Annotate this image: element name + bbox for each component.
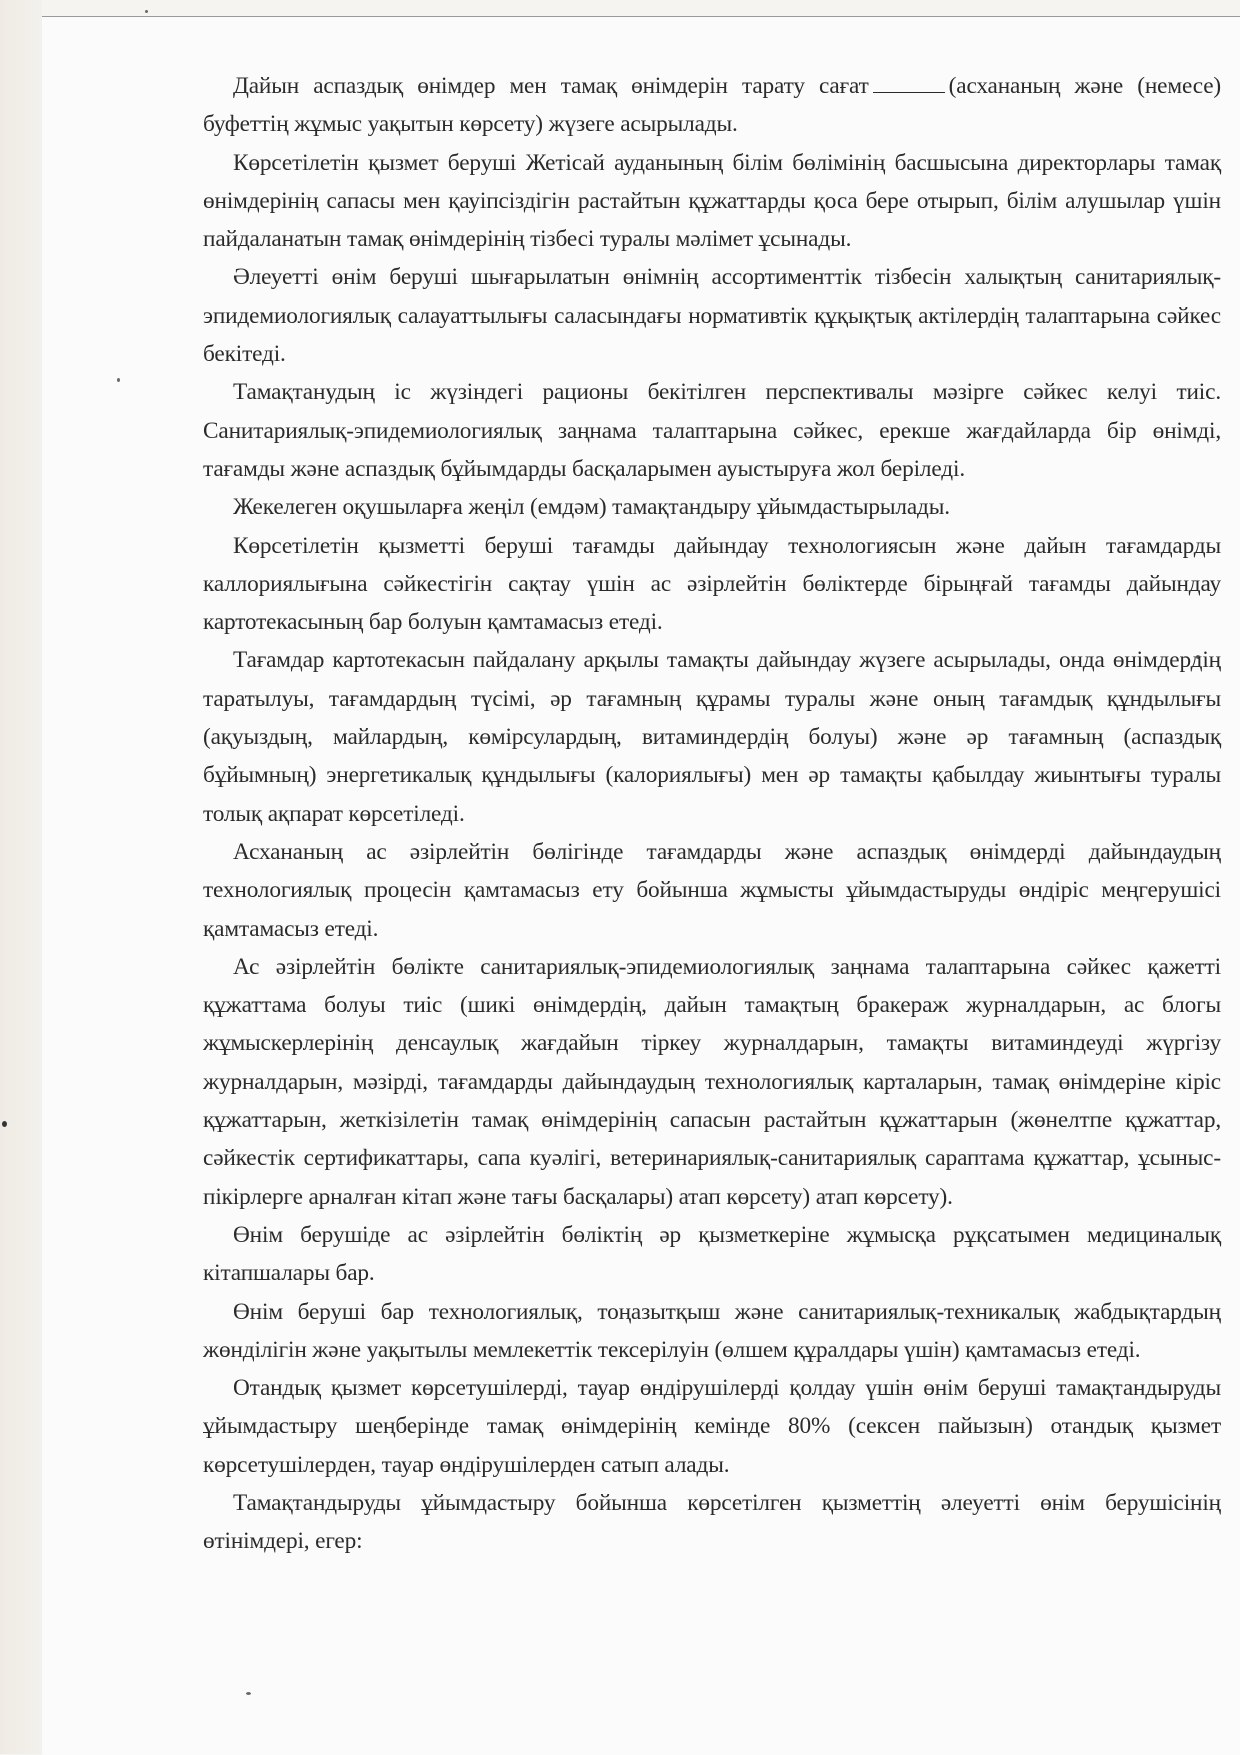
paragraph: Тамақтандыруды ұйымдастыру бойынша көрсетілген қызметтің әлеуетті өнім берушісінің өтінімдері, егер: [203, 1489, 1221, 1555]
paragraph: Тамақтанудың іс жүзіндегі рационы бекітілген перспективалы мәзірге сәйкес келуі тиіс. Санитариялық-эпидемиологиялық заңнама талаптарына сәйкес, ерекше жағдайларда бір өнімді, тағамды және аспаздық бұйымдарды басқаларымен ауыстыруға жол беріледі. [203, 379, 1221, 482]
paragraph-distribution-hours [203, 67, 1221, 144]
paragraph: Отандық қызмет көрсетушілерді, тауар өндірушілерді қолдау үшін өнім беруші тамақтандыруды ұйымдастыру шеңберінде тамақ өнімдерінің кемінде 80% (сексен пайызын) отандық қызмет көрсетушілерден, тауар өндірушілерден сатып алады. [203, 1375, 1221, 1478]
paragraph: Өнім берушіде ас әзірлейтін бөліктің әр қызметкеріне жұмысқа рұқсатымен медициналық кітапшалары бар. [203, 1221, 1221, 1287]
scan-speck [117, 378, 120, 382]
scan-margin [0, 0, 42, 1754]
paragraph: Жекелеген оқушыларға жеңіл (емдәм) тамақтандыру ұйымдастырылады. [233, 494, 950, 521]
paragraph: Ас әзірлейтін бөлікте санитариялық-эпидемиологиялық заңнама талаптарына сәйкес қажетті құжаттама болуы тиіс (шикі өнімдердің, дайын тамақтың бракераж журналдарын, ас блогы жұмыскерлерінің денсаулық жағдайын тіркеу журналдарын, тамақты витаминдеуді жүргізу журналдарын, мәзірді, тағамдарды дайындаудың технологиялық карталарын, тамақ өнімдеріне кіріс құжаттарын, жеткізілетін тамақ өнімдерінің сапасын растайтын құжаттарын (жөнелтпе құжаттар, сәйкестік сертификаттары, сапа куәлігі, ветеринариялық-санитариялық сараптама құжаттар, ұсыныс-пікірлерге арналған кітап және тағы басқалары) атап көрсету) атап көрсету). [203, 953, 1221, 1210]
paragraph: Көрсетілетін қызметті беруші тағамды дайындау технологиясын және дайын тағамдарды каллориялығына сәйкестігін сақтау үшін ас әзірлейтін бөліктерде бірыңғай тағамды дайындау картотекасының бар болуын қамтамасыз етеді. [203, 532, 1221, 636]
paragraph: Өнім беруші бар технологиялық, тоңазытқыш және санитариялық-техникалық жабдықтардың жөнділігін және уақытылы мемлекеттік тексерілуін (өлшем құралдары үшін) қамтамасыз етеді. [203, 1298, 1221, 1363]
paragraph: Әлеуетті өнім беруші шығарылатын өнімнің ассортименттік тізбесін халықтың санитариялық-эпидемиологиялық салауаттылығы саласындағы нормативтік құқықтық актілердің талаптарына сәйкес бекітеді. [203, 264, 1221, 368]
paragraph-text: Дайын аспаздық өнімдер мен тамақ өнімдерін тарату сағат [233, 73, 869, 99]
paragraph: Тағамдар картотекасын пайдалану арқылы тамақты дайындау жүзеге асырылады, онда өнімдердің таратылуы, тағамдардың түсімі, әр тағамның құрамы туралы және оның тағамдық құндылығы (ақуыздың, майлардың, көмірсулардың, витаминдердің болуы) және әр тағамның (аспаздық бұйымның) энергетикалық құндылығы (калориялығы) мен әр тамақты қабылдау жиынтығы туралы толық ақпарат көрсетіледі. [203, 647, 1221, 827]
scan-speck [2, 1121, 7, 1127]
document-body [203, 67, 1221, 1561]
paragraph: Көрсетілетін қызмет беруші Жетісай ауданының білім бөлімінің басшысына директорлары тамақ өнімдерінің сапасы мен қауіпсіздігін растайтын құжаттарды қоса бере отырып, білім алушылар үшін пайдаланатын тамақ өнімдерінің тізбесі туралы мәлімет ұсынады. [203, 149, 1221, 253]
fill-in-blank [873, 74, 945, 93]
scan-speck [145, 10, 148, 13]
paragraph: Асхананың ас әзірлейтін бөлігінде тағамдарды және аспаздық өнімдерді дайындаудың технологиялық процесін қамтамасыз ету бойынша жұмысты ұйымдастыруды өндіріс меңгерушісі қамтамасыз етеді. [203, 838, 1221, 942]
paragraph-text: (асхананың және (немесе) буфеттің жұмыс уақытын көрсету) жүзеге асырылады. [203, 73, 1221, 138]
scan-speck [246, 1692, 251, 1695]
